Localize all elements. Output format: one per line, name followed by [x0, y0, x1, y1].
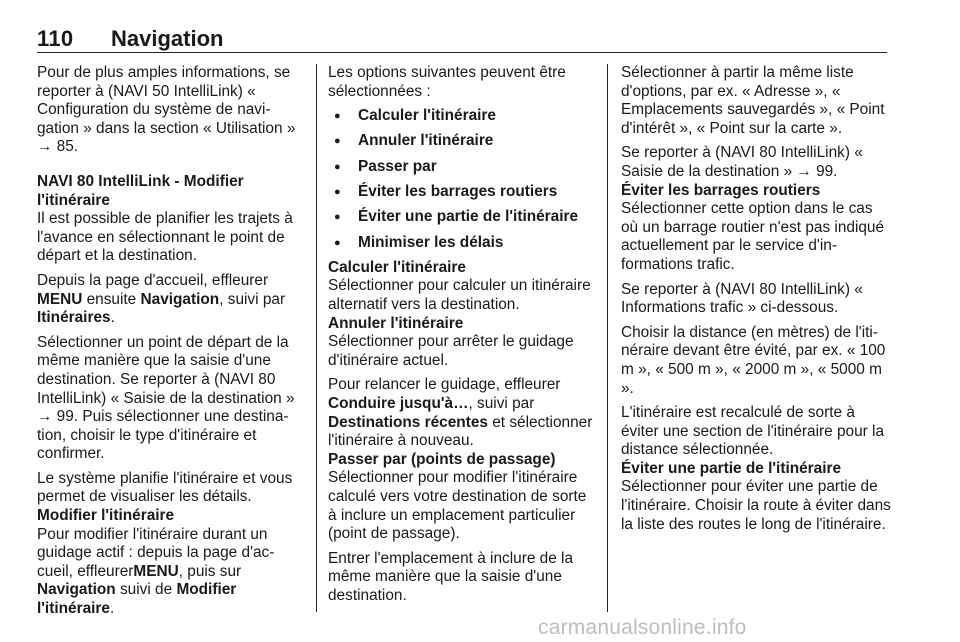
list-item: ● Annuler l'itinéraire: [328, 132, 594, 151]
paragraph: Sélectionner pour modifier l'itinéraire calculé vers votre destination de sorte à inclure un emplacement particulier (point de passage).: [328, 469, 587, 543]
modifier-keyword: Modifier l'itinéraire: [37, 581, 237, 618]
section-heading: Modifier l'itinéraire: [37, 507, 175, 525]
paragraph: Choisir la distance (en mètres) de l'itinéraire devant être évité, par ex. « 100 m », « 500 m », « 2000 m », « 5000 m ».: [621, 323, 886, 397]
list-item: ● Minimiser les délais: [328, 234, 594, 253]
section-heading: Éviter une partie de l'itinéraire: [621, 459, 842, 477]
text: .: [110, 309, 115, 327]
column-divider: [316, 64, 317, 612]
itineraires-keyword: Itinéraires: [37, 309, 111, 327]
list-item: ● Passer par: [328, 158, 594, 177]
paragraph: Sélectionner cette option dans le cas où un barrage routier n'est pas indiqué actuellement par le service d'informations trafic.: [621, 200, 885, 273]
navigation-keyword: Navigation: [140, 290, 220, 308]
text: Depuis la page d'accueil, effleurer: [37, 271, 269, 289]
menu-keyword: MENU: [133, 562, 179, 580]
paragraph: Entrer l'emplacement à inclure de la même manière que la saisie d'une destination.: [328, 549, 574, 604]
column-2: [328, 64, 594, 612]
section-heading: Passer par (points de passage): [328, 450, 556, 468]
conduire-keyword: Conduire jusqu'à…: [328, 395, 469, 413]
paragraph: Il est possible de planifier les trajets à l'avance en sélectionnant le point de départ et la destination.: [37, 210, 293, 265]
text: , suivi par: [219, 290, 286, 308]
navigation-keyword: Navigation: [37, 581, 116, 599]
paragraph: Se reporter à (NAVI 80 IntelliLink) « Informations trafic » ci-dessous.: [621, 280, 863, 317]
section-heading: Calculer l'itinéraire: [328, 258, 466, 276]
paragraph: Le système planifie l'itinéraire et vous permet de visualiser les détails.: [37, 469, 293, 506]
text: , suivi par: [468, 395, 535, 413]
text: et sélectionner l'itinéraire à nouveau.: [328, 413, 593, 450]
list-item: ● Calculer l'itinéraire: [328, 107, 594, 126]
text: suivi de: [115, 581, 177, 599]
destinations-keyword: Destinations récentes: [328, 413, 488, 431]
paragraph: [37, 526, 303, 619]
paragraph: Sélectionner un point de départ de la même manière que la saisie d'une destination. Se reporter à (NAVI 80 IntelliLink) « Saisie de la destination » → 99. Puis sélectionner une destination, choisir le type d'itinéraire et confirmer.: [37, 333, 295, 463]
menu-keyword: MENU: [37, 290, 83, 308]
paragraph: Sélectionner à partir la même liste d'options, par ex. « Adresse », « Emplacements sauvegardés », « Point d'intérêt », « Point sur la carte ».: [621, 64, 885, 137]
chapter-title: Navigation: [111, 26, 224, 51]
watermark: carmanualsonline.info: [538, 616, 747, 639]
text: ensuite: [82, 290, 141, 308]
text: , puis sur: [178, 562, 242, 580]
section-heading: Éviter les barrages routiers: [621, 181, 821, 199]
paragraph: Sélectionner pour arrêter le guidage d'itinéraire actuel.: [328, 333, 574, 369]
paragraph: Les options suivantes peuvent être sélectionnées :: [328, 64, 566, 100]
paragraph: [37, 272, 303, 328]
section-heading: NAVI 80 IntelliLink - Modifier l'itinéraire: [37, 172, 244, 209]
paragraph: Se reporter à (NAVI 80 IntelliLink) « Saisie de la destination » → 99.: [621, 144, 863, 180]
page-header: [37, 26, 887, 53]
text: Pour modifier l'itinéraire durant un guidage actif : depuis la page d'accueil, effleurer: [37, 525, 275, 580]
column-divider: [607, 64, 608, 612]
text: .: [109, 600, 115, 618]
list-item: ● Éviter une partie de l'itinéraire: [328, 208, 594, 227]
paragraph: Pour de plus amples informations, se reporter à (NAVI 50 IntelliLink) « Configuration du système de navigation » dans la section « Utilisation » → 85.: [37, 64, 296, 156]
section-heading: Annuler l'itinéraire: [328, 314, 464, 332]
paragraph: Sélectionner pour éviter une partie de l'itinéraire. Choisir la route à éviter dans la liste des routes le long de l'itinéraire.: [621, 478, 891, 533]
paragraph: [328, 376, 594, 450]
list-item: ● Éviter les barrages routiers: [328, 183, 594, 202]
page-number: 110: [37, 26, 74, 51]
column-1: [37, 64, 303, 625]
text: Pour relancer le guidage, effleurer: [328, 376, 561, 394]
column-3: [621, 64, 891, 540]
options-list: [328, 107, 594, 252]
paragraph: L'itinéraire est recalculé de sorte à éviter une section de l'itinéraire pour la distance sélectionnée.: [621, 404, 885, 459]
paragraph: Sélectionner pour calculer un itinéraire alternatif vers la destination.: [328, 277, 591, 314]
